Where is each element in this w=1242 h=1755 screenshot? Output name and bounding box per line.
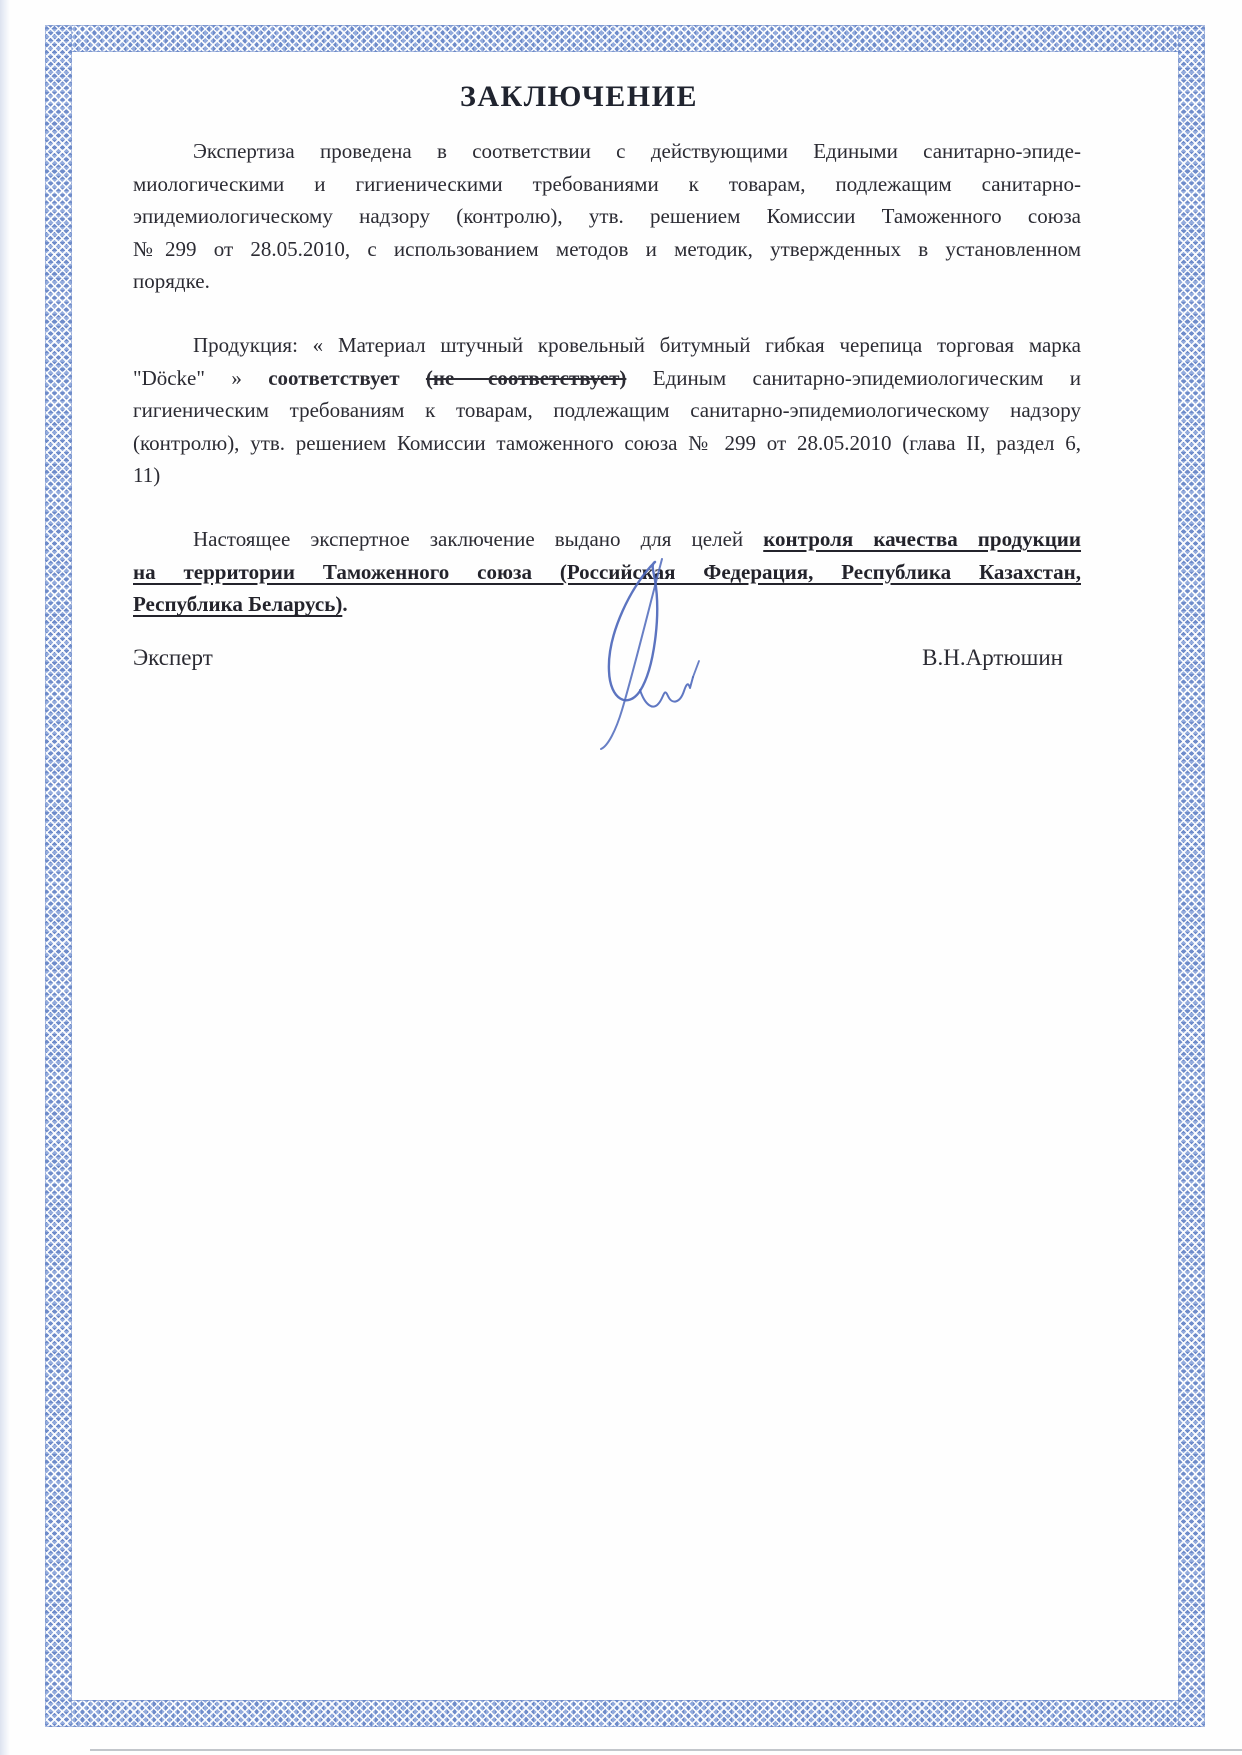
belarus-text: Республика Беларусь) bbox=[133, 592, 343, 617]
paragraph-line bbox=[133, 362, 1081, 395]
handwritten-signature-icon bbox=[578, 558, 713, 753]
paragraph-line: порядке. bbox=[133, 269, 210, 294]
paragraph-line: эпидемиологическому надзору (контролю), утв. решением Комиссии Таможенного союза bbox=[133, 204, 1081, 229]
document-content bbox=[133, 52, 1081, 621]
paragraph-line: №299 от 28.05.2010, с использованием методов и методик, утвержденных в установленном bbox=[133, 236, 1081, 261]
paragraph-line bbox=[133, 523, 1081, 556]
conforms-text: соответствует bbox=[268, 365, 400, 390]
paragraph-line: (контролю), утв. решением Комиссии таможенного союза № 299 от 28.05.2010 (глава II, раздел 6, bbox=[133, 430, 1081, 455]
paragraph-line: гигиеническим требованиям к товарам, подлежащим санитарно-эпидемиологическому надзору bbox=[133, 398, 1081, 423]
certificate-border-top bbox=[45, 25, 1205, 52]
period-text: . bbox=[342, 592, 348, 617]
certificate-border-left bbox=[45, 25, 72, 1727]
product-brand-text: "Döcke" » bbox=[133, 365, 269, 390]
purpose-intro-text: Настоящее экспертное заключение выдано для целей bbox=[193, 526, 764, 551]
quality-control-text: контроля качества продукции bbox=[763, 526, 1082, 551]
expert-name: В.Н.Артюшин bbox=[922, 645, 1063, 670]
certificate-border-right bbox=[1178, 25, 1205, 1727]
document-title: ЗАКЛЮЧЕНИЕ bbox=[460, 80, 698, 113]
spacer-text bbox=[400, 366, 426, 390]
struck-not-conforms-text: (не соответствует) bbox=[425, 365, 627, 390]
scan-edge-left bbox=[0, 0, 10, 1755]
paragraph-line: миологическими и гигиеническими требованиями к товарам, подлежащим санитарно- bbox=[133, 171, 1081, 196]
expert-label: Эксперт bbox=[133, 645, 213, 670]
paragraph-line: 11) bbox=[133, 463, 161, 488]
paragraph-line: Продукция: « Материал штучный кровельный битумный гибкая черепица торговая марка bbox=[193, 332, 1081, 357]
paragraph-line: Экспертиза проведена в соответствии с действующими Едиными санитарно-эпиде- bbox=[193, 139, 1081, 163]
paragraph-expertise bbox=[133, 135, 1081, 298]
line-tail-text: Единым санитарно-эпидемиологическим и bbox=[626, 365, 1081, 390]
paragraph-product bbox=[133, 329, 1081, 492]
customs-union-text: на территории Таможенного союза (Российская Федерация, Республика Казахстан, bbox=[133, 559, 1081, 584]
scan-edge-bottom bbox=[90, 1749, 1242, 1751]
certificate-border-bottom bbox=[45, 1700, 1205, 1727]
